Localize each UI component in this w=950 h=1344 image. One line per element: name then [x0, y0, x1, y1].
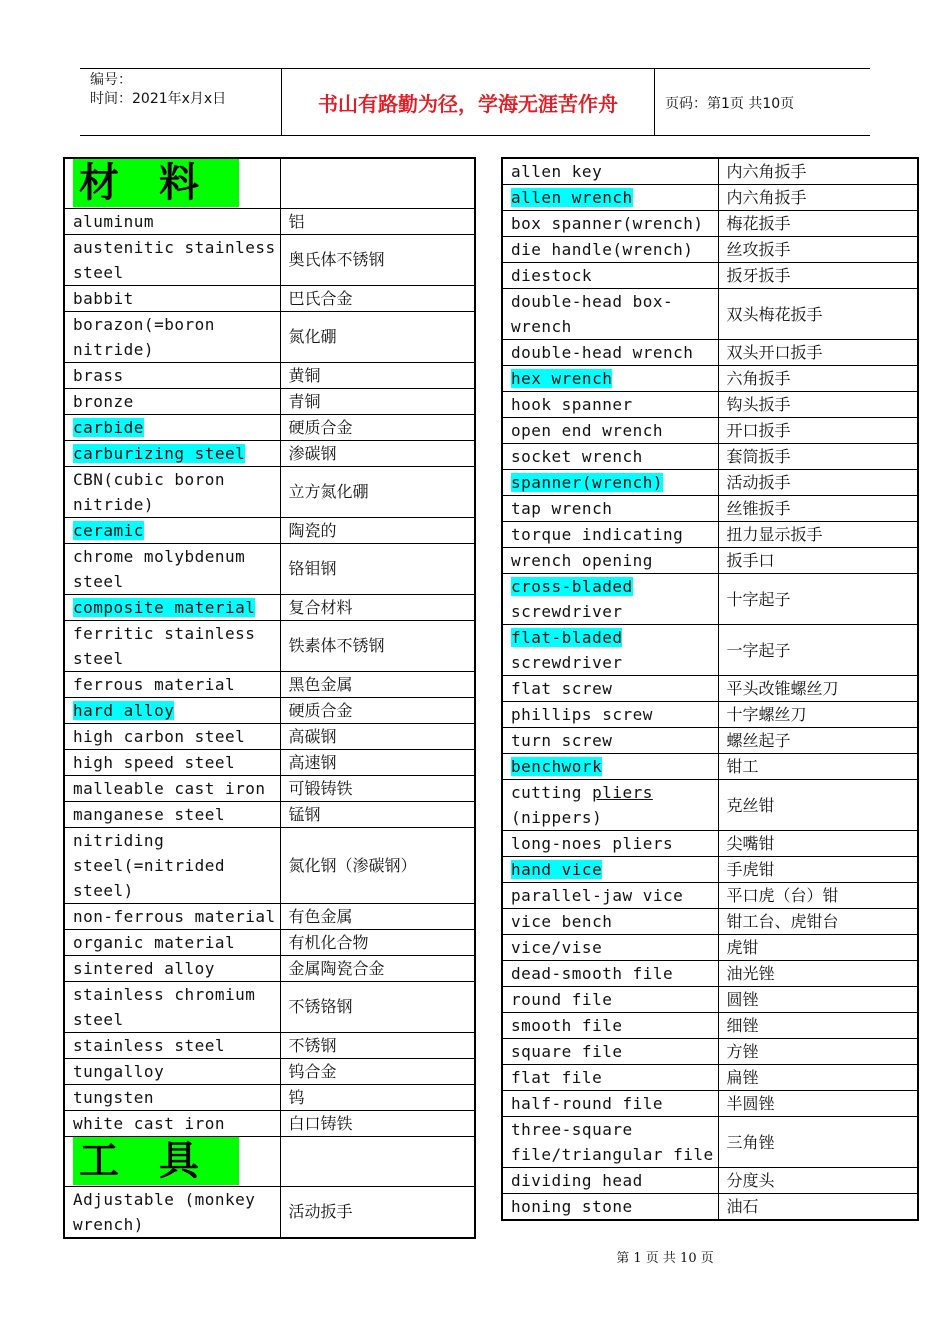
table-row — [64, 388, 475, 414]
chinese-term: 氮化钢（渗碳钢） — [280, 827, 475, 903]
table-row — [502, 444, 918, 470]
english-term: cross-bladed — [511, 577, 633, 596]
table-row — [502, 470, 918, 496]
english-term: composite material — [73, 597, 256, 617]
table-row — [64, 543, 475, 594]
english-term: wrench opening — [511, 551, 653, 570]
table-row — [502, 754, 918, 780]
chinese-term: 钳工台、虎钳台 — [718, 909, 918, 935]
english-term-cell — [502, 883, 718, 909]
chinese-term: 高速钢 — [280, 749, 475, 775]
english-term-cell — [502, 392, 718, 418]
table-row — [502, 702, 918, 728]
chinese-term: 陶瓷的 — [280, 517, 475, 543]
chinese-term: 黑色金属 — [280, 671, 475, 697]
chinese-term: 分度头 — [718, 1168, 918, 1194]
table-row — [502, 392, 918, 418]
table-row — [502, 831, 918, 857]
table-row — [64, 827, 475, 903]
english-term: dead-smooth file — [511, 964, 674, 983]
table-row — [64, 594, 475, 620]
chinese-term: 丝锥扳手 — [718, 496, 918, 522]
english-term: honing stone — [511, 1197, 633, 1216]
english-term-continued: screwdriver — [511, 602, 623, 621]
chinese-term: 锰钢 — [280, 801, 475, 827]
chinese-term: 虎钳 — [718, 935, 918, 961]
english-term: double-head wrench — [511, 343, 694, 362]
chinese-term: 双头开口扳手 — [718, 340, 918, 366]
english-term: three-square file/triangular file — [511, 1120, 714, 1164]
table-row — [64, 749, 475, 775]
table-row — [502, 1194, 918, 1221]
table-row — [64, 1084, 475, 1110]
english-term: malleable cast iron — [73, 778, 266, 798]
english-term-cell — [64, 311, 280, 362]
english-term-cell — [64, 671, 280, 697]
english-term: die handle(wrench) — [511, 240, 694, 259]
english-term: diestock — [511, 266, 593, 285]
materials-tools-table — [63, 157, 476, 1239]
table-row — [64, 1032, 475, 1058]
english-term-cell — [502, 1065, 718, 1091]
english-term: allen wrench — [511, 188, 633, 207]
chinese-term: 黄铜 — [280, 362, 475, 388]
english-term: white cast iron — [73, 1113, 225, 1133]
chinese-term: 活动扳手 — [718, 470, 918, 496]
english-term: non-ferrous material — [73, 906, 276, 926]
table-row — [64, 723, 475, 749]
chinese-term: 油石 — [718, 1194, 918, 1221]
english-term-cell — [502, 961, 718, 987]
chinese-term: 渗碳钢 — [280, 440, 475, 466]
english-term: Adjustable (monkey wrench) — [73, 1189, 256, 1234]
chinese-term: 油光锉 — [718, 961, 918, 987]
section-title: 工具 — [73, 1137, 239, 1185]
section-heading-cell — [64, 158, 280, 208]
english-term-cell — [64, 723, 280, 749]
table-row — [502, 496, 918, 522]
english-term-cell — [502, 496, 718, 522]
header-meta — [80, 69, 282, 135]
chinese-term: 钳工 — [718, 754, 918, 780]
chinese-term: 铁素体不锈钢 — [280, 620, 475, 671]
table-row — [64, 234, 475, 285]
table-row — [502, 211, 918, 237]
english-term: torque indicating — [511, 525, 684, 544]
table-row — [64, 1186, 475, 1238]
chinese-term: 高碳钢 — [280, 723, 475, 749]
chinese-term: 扭力显示扳手 — [718, 522, 918, 548]
english-term-cell — [502, 831, 718, 857]
english-term-cell — [502, 574, 718, 625]
chinese-term: 尖嘴钳 — [718, 831, 918, 857]
english-term-cell — [502, 289, 718, 340]
english-term-cell — [64, 594, 280, 620]
english-term: tungalloy — [73, 1061, 165, 1081]
english-term: stainless chromium steel — [73, 984, 256, 1029]
english-term-cell — [502, 676, 718, 702]
english-term-underlined: pliers — [592, 783, 653, 802]
english-term-cell — [502, 237, 718, 263]
chinese-term: 梅花扳手 — [718, 211, 918, 237]
chinese-term: 巴氏合金 — [280, 285, 475, 311]
table-row — [64, 440, 475, 466]
english-term: allen key — [511, 162, 603, 181]
english-term: high speed steel — [73, 752, 236, 772]
table-row — [502, 625, 918, 676]
section-empty-cell — [280, 1136, 475, 1186]
chinese-term: 半圆锉 — [718, 1091, 918, 1117]
chinese-term: 克丝钳 — [718, 780, 918, 831]
chinese-term: 白口铸铁 — [280, 1110, 475, 1136]
table-row — [64, 929, 475, 955]
english-term: socket wrench — [511, 447, 643, 466]
english-term-cell — [64, 1032, 280, 1058]
english-term-cell — [502, 702, 718, 728]
section-title: 材料 — [73, 159, 239, 207]
english-term: tungsten — [73, 1087, 155, 1107]
chinese-term: 圆锉 — [718, 987, 918, 1013]
english-term-cell — [502, 780, 718, 831]
chinese-term: 不锈钢 — [280, 1032, 475, 1058]
table-row — [502, 185, 918, 211]
chinese-term: 钩头扳手 — [718, 392, 918, 418]
table-row — [64, 775, 475, 801]
table-row — [502, 961, 918, 987]
chinese-term: 平头改锥螺丝刀 — [718, 676, 918, 702]
english-term-cell — [502, 1039, 718, 1065]
table-row — [64, 903, 475, 929]
table-row — [64, 285, 475, 311]
english-term-cell — [502, 728, 718, 754]
table-row — [64, 1110, 475, 1136]
english-term: ferrous material — [73, 674, 236, 694]
english-term-cell — [502, 987, 718, 1013]
chinese-term: 氮化硼 — [280, 311, 475, 362]
english-term-cell — [502, 444, 718, 470]
english-term: dividing head — [511, 1171, 643, 1190]
english-term-cell — [64, 697, 280, 723]
table-row — [502, 1065, 918, 1091]
table-row — [502, 548, 918, 574]
chinese-term: 细锉 — [718, 1013, 918, 1039]
english-term-cell — [502, 522, 718, 548]
chinese-term: 奥氏体不锈钢 — [280, 234, 475, 285]
english-term-cell — [502, 158, 718, 185]
chinese-term: 有机化合物 — [280, 929, 475, 955]
table-row — [64, 801, 475, 827]
chinese-term: 六角扳手 — [718, 366, 918, 392]
table-row — [502, 857, 918, 883]
time-label: 时间：2021年x月x日 — [90, 91, 227, 107]
chinese-term: 硬质合金 — [280, 414, 475, 440]
chinese-term: 铬钼钢 — [280, 543, 475, 594]
chinese-term: 活动扳手 — [280, 1186, 475, 1238]
english-term-cell — [502, 366, 718, 392]
english-term: open end wrench — [511, 421, 663, 440]
table-row — [64, 697, 475, 723]
table-row — [502, 1168, 918, 1194]
english-term-cell — [502, 935, 718, 961]
english-term-cell — [502, 548, 718, 574]
english-term-cell — [502, 470, 718, 496]
english-term-cell — [502, 1168, 718, 1194]
english-term-cell — [64, 362, 280, 388]
english-term: nitriding steel(=nitrided steel) — [73, 830, 225, 900]
chinese-term: 开口扳手 — [718, 418, 918, 444]
english-term-cell — [502, 263, 718, 289]
chinese-term: 青铜 — [280, 388, 475, 414]
table-row — [64, 466, 475, 517]
chinese-term: 可锻铸铁 — [280, 775, 475, 801]
chinese-term: 扳牙扳手 — [718, 263, 918, 289]
chinese-term: 十字螺丝刀 — [718, 702, 918, 728]
table-row — [64, 414, 475, 440]
english-term: sintered alloy — [73, 958, 215, 978]
table-row — [64, 1058, 475, 1084]
english-term: flat-bladed — [511, 628, 623, 647]
english-term: long-noes pliers — [511, 834, 674, 853]
chinese-term: 平口虎（台）钳 — [718, 883, 918, 909]
english-term: ceramic — [73, 520, 144, 540]
english-term: flat screw — [511, 679, 613, 698]
english-term: flat file — [511, 1068, 603, 1087]
english-term: hard alloy — [73, 700, 175, 720]
chinese-term: 一字起子 — [718, 625, 918, 676]
chinese-term: 双头梅花扳手 — [718, 289, 918, 340]
english-term: bronze — [73, 391, 134, 411]
section-row — [64, 158, 475, 208]
page-header — [80, 68, 870, 136]
english-term: round file — [511, 990, 613, 1009]
page-footer: 第 1 页 共 10 页 — [616, 1251, 714, 1266]
english-term: ferritic stainless steel — [73, 623, 256, 668]
english-term: babbit — [73, 288, 134, 308]
english-term-cell — [64, 285, 280, 311]
english-term-cell — [64, 517, 280, 543]
chinese-term: 立方氮化硼 — [280, 466, 475, 517]
english-term-cell — [64, 466, 280, 517]
number-label: 编号： — [90, 72, 132, 88]
english-term-cell — [502, 1013, 718, 1039]
chinese-term: 内六角扳手 — [718, 185, 918, 211]
english-term: smooth file — [511, 1016, 623, 1035]
english-term-cell — [64, 1110, 280, 1136]
table-row — [502, 909, 918, 935]
english-term: carbide — [73, 417, 144, 437]
english-term: box spanner(wrench) — [511, 214, 704, 233]
table-row — [502, 1039, 918, 1065]
table-row — [64, 208, 475, 234]
table-row — [502, 366, 918, 392]
english-term: chrome molybdenum steel — [73, 546, 246, 591]
english-term: square file — [511, 1042, 623, 1061]
english-term-cell — [64, 929, 280, 955]
english-term-cell — [502, 625, 718, 676]
english-term: hand vice — [511, 860, 603, 879]
table-row — [502, 728, 918, 754]
english-term-cell — [64, 827, 280, 903]
chinese-term: 扁锉 — [718, 1065, 918, 1091]
table-row — [502, 1117, 918, 1168]
english-term-cell — [64, 234, 280, 285]
english-term-cell — [64, 1084, 280, 1110]
chinese-term: 金属陶瓷合金 — [280, 955, 475, 981]
chinese-term: 丝攻扳手 — [718, 237, 918, 263]
table-row — [502, 237, 918, 263]
header-page-info: 页码：第1页 共10页 — [665, 96, 795, 112]
english-term-cell — [64, 801, 280, 827]
english-term: phillips screw — [511, 705, 653, 724]
english-term: benchwork — [511, 757, 603, 776]
english-term-cell — [502, 1091, 718, 1117]
table-row — [502, 574, 918, 625]
english-term-cell — [64, 414, 280, 440]
english-term: stainless steel — [73, 1035, 225, 1055]
english-term: half-round file — [511, 1094, 663, 1113]
english-term-cell — [64, 749, 280, 775]
chinese-term: 方锉 — [718, 1039, 918, 1065]
table-row — [64, 955, 475, 981]
table-row — [64, 620, 475, 671]
table-row — [502, 676, 918, 702]
english-term-cell — [64, 620, 280, 671]
english-term-cell — [64, 543, 280, 594]
english-term-cell — [64, 1058, 280, 1084]
chinese-term: 十字起子 — [718, 574, 918, 625]
english-term: austenitic stainless steel — [73, 237, 276, 282]
english-term: brass — [73, 365, 124, 385]
english-term-cell — [502, 909, 718, 935]
english-term: organic material — [73, 932, 236, 952]
english-term-continued: (nippers) — [511, 808, 603, 827]
english-term: manganese steel — [73, 804, 225, 824]
english-term: hook spanner — [511, 395, 633, 414]
chinese-term: 钨合金 — [280, 1058, 475, 1084]
english-term-continued: screwdriver — [511, 653, 623, 672]
chinese-term: 螺丝起子 — [718, 728, 918, 754]
english-term: borazon(=boron nitride) — [73, 314, 215, 359]
english-term: high carbon steel — [73, 726, 246, 746]
table-row — [64, 517, 475, 543]
english-term: spanner(wrench) — [511, 473, 663, 492]
english-term: parallel-jaw vice — [511, 886, 684, 905]
english-term-cell — [64, 440, 280, 466]
english-term: vice/vise — [511, 938, 603, 957]
english-term-cell — [502, 1117, 718, 1168]
english-term-cell — [64, 981, 280, 1032]
table-row — [502, 780, 918, 831]
english-term: aluminum — [73, 211, 155, 231]
chinese-term: 有色金属 — [280, 903, 475, 929]
english-term-cell — [502, 1194, 718, 1221]
header-motto: 书山有路勤为径，学海无涯苦作舟 — [282, 69, 655, 135]
tools-table — [501, 157, 919, 1221]
chinese-term: 扳手口 — [718, 548, 918, 574]
table-row — [502, 883, 918, 909]
table-row — [502, 987, 918, 1013]
english-term: CBN(cubic boron nitride) — [73, 469, 225, 514]
chinese-term: 内六角扳手 — [718, 158, 918, 185]
table-row — [64, 671, 475, 697]
english-term: hex wrench — [511, 369, 613, 388]
chinese-term: 三角锉 — [718, 1117, 918, 1168]
english-term: tap wrench — [511, 499, 613, 518]
english-term: carburizing steel — [73, 443, 246, 463]
english-term: double-head box-wrench — [511, 292, 674, 336]
chinese-term: 钨 — [280, 1084, 475, 1110]
english-term: cutting — [511, 783, 593, 802]
table-row — [502, 1091, 918, 1117]
chinese-term: 铝 — [280, 208, 475, 234]
english-term-cell — [502, 185, 718, 211]
english-term-cell — [64, 955, 280, 981]
table-row — [502, 158, 918, 185]
chinese-term: 手虎钳 — [718, 857, 918, 883]
english-term-cell — [502, 340, 718, 366]
table-row — [64, 981, 475, 1032]
section-row — [64, 1136, 475, 1186]
english-term: turn screw — [511, 731, 613, 750]
chinese-term: 复合材料 — [280, 594, 475, 620]
table-row — [502, 418, 918, 444]
english-term-cell — [64, 1186, 280, 1238]
table-row — [502, 340, 918, 366]
section-heading-cell — [64, 1136, 280, 1186]
table-row — [502, 1013, 918, 1039]
table-row — [502, 935, 918, 961]
english-term-cell — [502, 418, 718, 444]
english-term-cell — [64, 775, 280, 801]
english-term: vice bench — [511, 912, 613, 931]
english-term-cell — [502, 211, 718, 237]
english-term-cell — [64, 903, 280, 929]
english-term-cell — [64, 208, 280, 234]
table-row — [502, 522, 918, 548]
chinese-term: 硬质合金 — [280, 697, 475, 723]
table-row — [502, 289, 918, 340]
section-empty-cell — [280, 158, 475, 208]
table-row — [502, 263, 918, 289]
english-term-cell — [502, 857, 718, 883]
table-row — [64, 362, 475, 388]
english-term-cell — [64, 388, 280, 414]
table-row — [64, 311, 475, 362]
chinese-term: 套筒扳手 — [718, 444, 918, 470]
chinese-term: 不锈铬钢 — [280, 981, 475, 1032]
english-term-cell — [502, 754, 718, 780]
